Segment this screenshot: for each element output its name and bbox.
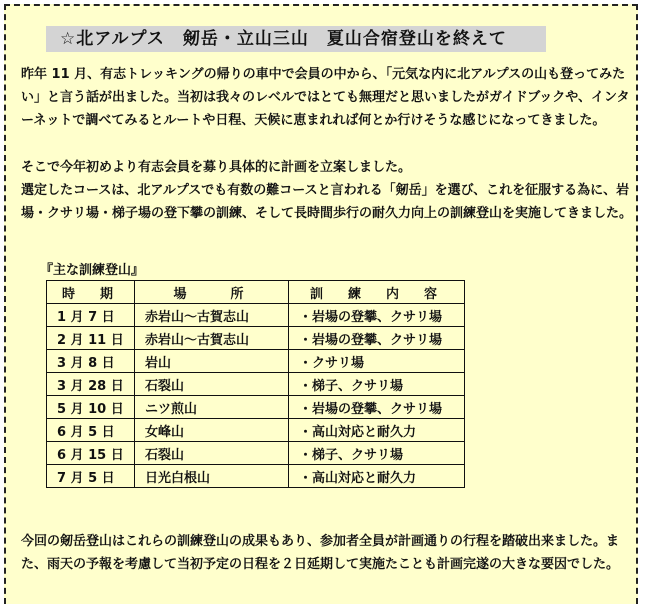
table-row xyxy=(47,350,465,373)
intro-paragraph: 昨年 11 月、有志トレッキングの帰りの車中で会員の中から、「元気な内に北アルプスの山も登ってみたい」と言う話が出ました。当初は我々のレベルではとても無理だと思いましたがガイドブックや、インターネットで調べてみるとルートや日程、天候に恵まれれば何とか行けそうな感じになってきました。 xyxy=(21,67,630,128)
cell-date: 2 月 11 日 xyxy=(47,327,135,350)
header-training-content: 訓 練 内 容 xyxy=(289,281,465,304)
training-section-label: 『主な訓練登山』 xyxy=(40,263,145,278)
cell-content: ・高山対応と耐久力 xyxy=(289,465,465,488)
cell-location: 赤岩山～古賀志山 xyxy=(135,327,289,350)
cell-date: 5 月 10 日 xyxy=(47,396,135,419)
cell-content: ・岩場の登攀、クサリ場 xyxy=(289,327,465,350)
training-schedule-table xyxy=(46,280,465,488)
table-row xyxy=(47,304,465,327)
cell-date: 1 月 7 日 xyxy=(47,304,135,327)
cell-location: 赤岩山～古賀志山 xyxy=(135,304,289,327)
course-paragraph: 選定したコースは、北アルプスでも有数の難コースと言われる「剱岳」を選び、これを征服する為に、岩場・クサリ場・梯子場の登下攀の訓練、そして長時間歩行の耐久力向上の訓練登山を実施してきました。 xyxy=(21,183,633,221)
cell-location: 石裂山 xyxy=(135,442,289,465)
page-title: ☆北アルプス 剱岳・立山三山 夏山合宿登山を終えて xyxy=(60,29,507,49)
cell-location: 岩山 xyxy=(135,350,289,373)
cell-location: 日光白根山 xyxy=(135,465,289,488)
header-period: 時 期 xyxy=(47,281,135,304)
table-row xyxy=(47,373,465,396)
table-row xyxy=(47,396,465,419)
cell-date: 6 月 5 日 xyxy=(47,419,135,442)
cell-content: ・岩場の登攀、クサリ場 xyxy=(289,396,465,419)
cell-content: ・クサリ場 xyxy=(289,350,465,373)
document-frame xyxy=(4,4,638,604)
cell-location: ニツ煎山 xyxy=(135,396,289,419)
table-row xyxy=(47,327,465,350)
cell-date: 3 月 28 日 xyxy=(47,373,135,396)
cell-content: ・梯子、クサリ場 xyxy=(289,442,465,465)
table-row xyxy=(47,442,465,465)
cell-date: 6 月 15 日 xyxy=(47,442,135,465)
table-header-row xyxy=(47,281,465,304)
cell-date: 3 月 8 日 xyxy=(47,350,135,373)
planning-paragraph: そこで今年初めより有志会員を募り具体的に計画を立案しました。 xyxy=(21,160,412,175)
cell-date: 7 月 5 日 xyxy=(47,465,135,488)
closing-paragraph: 今回の剱岳登山はこれらの訓練登山の成果もあり、参加者全員が計画通りの行程を踏破出来ました。また、雨天の予報を考慮して当初予定の日程を２日延期して実施たことも計画完遂の大きな要因でした。 xyxy=(21,534,620,572)
table-row xyxy=(47,419,465,442)
cell-content: ・梯子、クサリ場 xyxy=(289,373,465,396)
cell-location: 石裂山 xyxy=(135,373,289,396)
table-row xyxy=(47,465,465,488)
cell-content: ・岩場の登攀、クサリ場 xyxy=(289,304,465,327)
title-banner xyxy=(46,26,546,52)
header-location: 場 所 xyxy=(135,281,289,304)
cell-location: 女峰山 xyxy=(135,419,289,442)
cell-content: ・高山対応と耐久力 xyxy=(289,419,465,442)
